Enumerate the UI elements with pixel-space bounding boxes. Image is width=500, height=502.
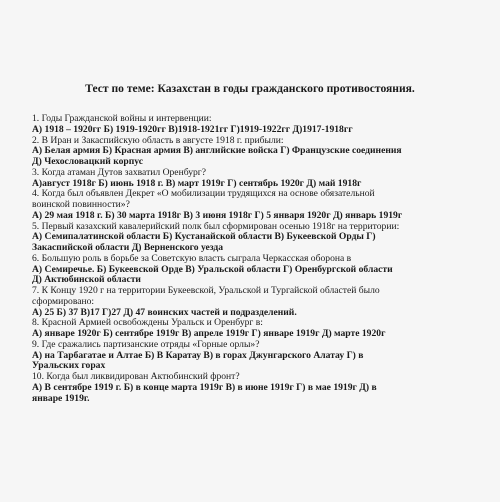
question-text: 10. Когда был ликвидирован Актюбинский фронт? (32, 371, 240, 382)
answer-options: А)август 1918г Б) июнь 1918 г. В) март 1919г Г) сентябрь 1920г Д) май 1918г (32, 177, 362, 189)
question-text: 3. Когда атаман Дутов захватил Оренбург? (32, 166, 207, 178)
answer-options: А) 1918 – 1920гг Б) 1919-1920гг В)1918-1921гг Г)1919-1922гг Д)1917-1918гг (32, 123, 353, 135)
question-item (32, 189, 477, 221)
answer-options: А) январе 1920г Б) сентябре 1919г В) апреле 1919г Г) январе 1919г Д) марте 1920г (32, 328, 386, 339)
answer-options: А) Белая армия Б) Красная армия В) английские войска Г) Французские соединения (32, 145, 402, 157)
answer-options: А) Семиречье. Б) Букеевской Орде В) Уральской области Г) Оренбургской области (32, 263, 393, 275)
question-list (32, 114, 477, 404)
question-text: 1. Годы Гражданской войны и интервенции: (32, 113, 212, 124)
question-text: воинской повинности»? (32, 199, 130, 210)
question-text: сформировано: (32, 295, 95, 307)
question-text: 8. Красной Армией освобождены Уральск и Оренбург в: (32, 317, 263, 329)
answer-options: А) на Тарбагатае и Алтае Б) В Каратау В) в горах Джунгарского Алатау Г) в (32, 349, 364, 361)
answer-options: Д) Чехословацкий корпус (32, 156, 144, 167)
question-text: 4. Когда был объявлен Декрет «О мобилизации трудящихся на основе обязательной (32, 188, 375, 200)
answer-options: А) 25 Б) 37 В)17 Г)27 Д) 47 воинских частей и подразделений. (32, 306, 297, 318)
answer-options: А) Семипалатинской области Б) Кустанайской области В) Букеевской Орды Г) (32, 231, 376, 243)
question-item (32, 254, 477, 286)
question-item (32, 340, 477, 372)
answer-options: Закаспийской области Д) Верненского уезда (32, 242, 224, 253)
question-text: 2. В Иран и Закаспийскую область в августе 1918 г. прибыли: (32, 134, 284, 146)
answer-options: А) 29 мая 1918 г. Б) 30 марта 1918г В) 3 июня 1918г Г) 5 января 1920г Д) январь 1919г (32, 209, 403, 221)
answer-options: А) В сентябре 1919 г. Б) в конце марта 1919г В) в июне 1919г Г) в мае 1919г Д) в (32, 381, 377, 393)
page-title: Тест по теме: Казахстан в годы гражданского противостояния. (85, 82, 415, 95)
answer-options: Уральских горах (32, 360, 106, 372)
question-text: 9. Где сражались партизанские отряды «Горные орлы»? (32, 338, 260, 350)
answer-options: Д) Актюбинской области (32, 274, 141, 286)
question-text: 6. Большую роль в борьбе за Советскую власть сыграла Черкасская оборона в (32, 252, 352, 264)
question-text: 5. Первый казахский кавалерийский полк был сформирован осенью 1918г на территории: (32, 220, 400, 232)
question-item (32, 286, 477, 318)
answer-options: январе 1919г. (32, 392, 90, 404)
question-item (32, 318, 477, 340)
question-text: 7. К Концу 1920 г на территории Букеевской, Уральской и Тургайской областей было (32, 285, 380, 296)
question-item (32, 168, 477, 190)
question-item (32, 372, 477, 404)
question-item (32, 222, 477, 254)
question-item (32, 114, 477, 136)
question-item (32, 136, 477, 168)
